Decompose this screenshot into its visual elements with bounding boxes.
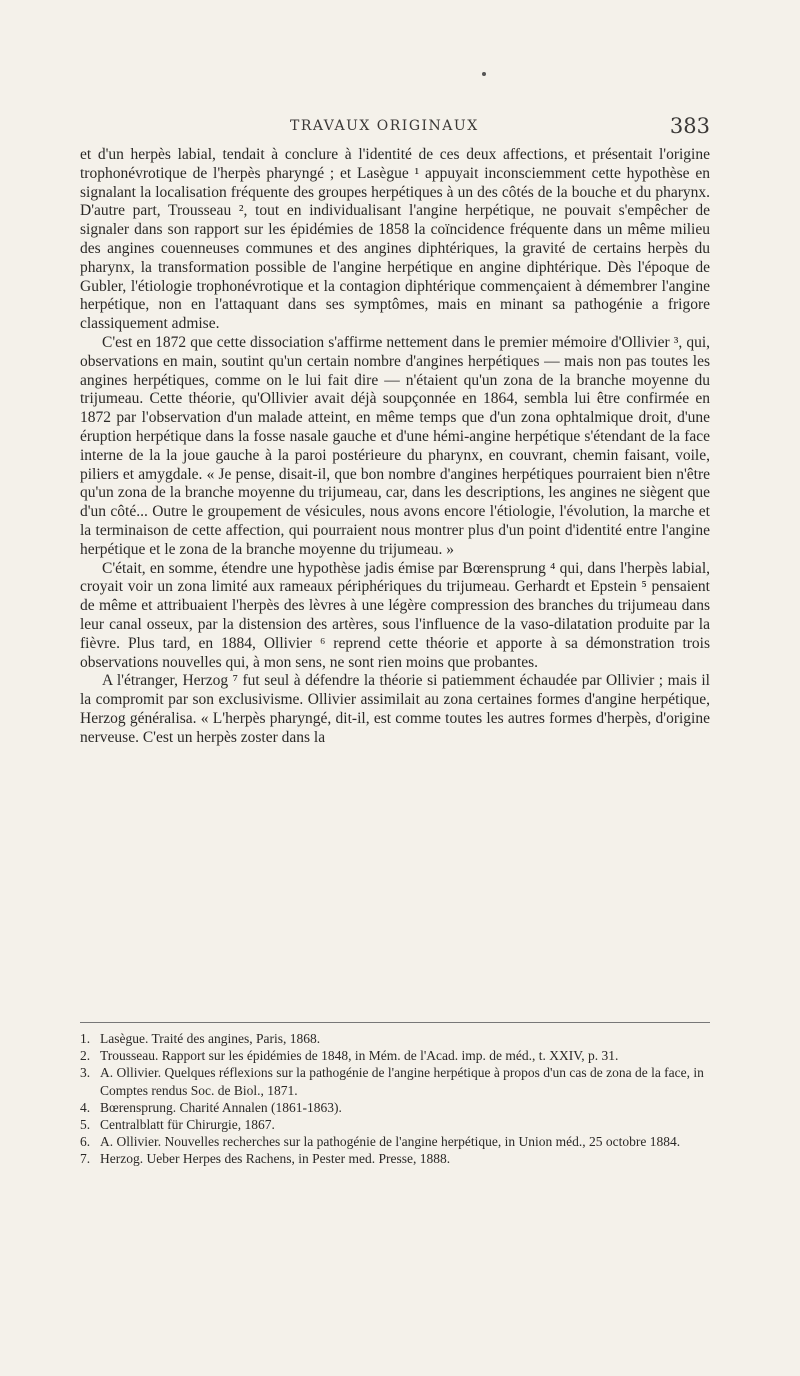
footnote-text: Centralblatt für Chirurgie, 1867. [100,1117,275,1133]
body-text [80,146,710,748]
footnote-number: 3. [80,1065,91,1081]
footnote-text: Herzog. Ueber Herpes des Rachens, in Pester med. Presse, 1888. [100,1151,451,1167]
footnote-number: 4. [80,1099,91,1115]
footnote-text: A. Ollivier. Quelques réflexions sur la pathogénie de l'angine herpétique à propos d'un cas de zona de la face, in Comptes rendus Soc. de Biol., 1871. [100,1065,704,1098]
footnote-number: 7. [80,1151,91,1167]
footnote-number: 2. [80,1048,91,1064]
paragraph-2: C'est en 1872 que cette dissociation s'affirme nettement dans le premier mémoire d'Ollivier ³, qui, observations en main, soutint qu'un certain nombre d'angines herpétiques — mais non pas toutes les angines herpétiques, comme on le lui fait dire — n'étaient qu'un zona de la branche moyenne du trijumeau. Cette théorie, qu'Ollivier avait déjà soupçonnée en 1864, sembla lui être confirmée en 1872 par l'observation d'un malade atteint, en même temps que d'un zona ophtalmique droit, d'une éruption herpétique dans la fosse nasale gauche et d'une hémi-angine herpétique s'étendant de la face interne de la la joue gauche à la paroi postérieure du pharynx, en couvrant, chemin faisant, voile, piliers et amygdale. « Je pense, disait-il, que bon nombre d'angines herpétiques pourraient bien n'être qu'un zona de la branche moyenne du trijumeau, car, dans les descriptions, les angines ne siègent que d'un côté... Outre le groupement de vésicules, nous avons encore l'étiologie, l'évolution, la marche et la terminaison de cette affection, qui pourraient nous montrer plus d'un point d'identité entre l'angine herpétique et le zona de la branche moyenne du trijumeau. » [80,333,710,558]
footnote [80,1064,710,1098]
footnote [80,1150,710,1167]
paragraph-3: C'était, en somme, étendre une hypothèse jadis émise par Bœrensprung ⁴ qui, dans l'herpès labial, croyait voir un zona limité aux rameaux périphériques du trijumeau. Gerhardt et Epstein ⁵ pensaient de même et attribuaient l'herpès des lèvres à une légère compression des branches du trijumeau dans leur canal osseux, par la distension des artères, sous l'influence de la vaso-dilatation produite par la fièvre. Plus tard, en 1884, Ollivier ⁶ reprend cette théorie et apporte à sa démonstration trois observations nouvelles qui, à mon sens, ne sont rien moins que probantes. [80,559,710,671]
footnote [80,1030,710,1047]
footnote [80,1133,710,1150]
page-header [80,114,710,142]
footnote-number: 6. [80,1134,91,1150]
footnote [80,1099,710,1116]
footnote-text: Trousseau. Rapport sur les épidémies de 1848, in Mém. de l'Acad. imp. de méd., t. XXIV, p. 31. [100,1048,619,1064]
footnote [80,1116,710,1133]
footnotes [80,1030,710,1168]
paragraph-1: et d'un herpès labial, tendait à conclure à l'identité de ces deux affections, et présentait l'origine trophonévrotique de l'herpès pharyngé ; et Lasègue ¹ appuyait inconsciemment cette hypothèse en signalant la localisation fréquente des groupes herpétiques à un des côtés de la bouche et du pharynx. D'autre part, Trousseau ², tout en individualisant l'angine herpétique, ne pouvait s'empêcher de signaler dans son rapport sur les épidémies de 1858 la coïncidence fréquente dans un même milieu des angines couenneuses communes et des angines diphtériques, la gravité de certains herpès du pharynx, la transformation possible de l'angine herpétique en angine diphtérique. Dès l'époque de Gubler, l'étiologie trophonévrotique et la contagion diphtérique commençaient à démembrer l'angine herpétique, non en l'attaquant dans ses symptômes, mais en minant sa pathogénie a frigore classiquement admise. [80,146,710,333]
footnote-number: 1. [80,1031,91,1046]
paragraph-4: A l'étranger, Herzog ⁷ fut seul à défendre la théorie si patiemment échaudée par Ollivier ; mais il la compromit par son exclusivisme. Ollivier assimilait au zona certaines formes d'angine herpétique, Herzog généralisa. « L'herpès pharyngé, dit-il, est comme toutes les autres formes d'herpès, d'origine nerveuse. C'est un herpès zoster dans la [80,672,710,746]
footnote-rule [80,1022,710,1023]
footnote-text: Lasègue. Traité des angines, Paris, 1868. [100,1031,321,1046]
footnote [80,1047,710,1064]
footnote-text: Bœrensprung. Charité Annalen (1861-1863). [100,1099,342,1115]
print-speck [482,72,486,76]
page-number: 383 [669,114,710,138]
footnote-number: 5. [80,1117,91,1133]
running-head: TRAVAUX ORIGINAUX [290,118,479,134]
footnote-text: A. Ollivier. Nouvelles recherches sur la pathogénie de l'angine herpétique, in Union méd., 25 octobre 1884. [100,1134,681,1150]
